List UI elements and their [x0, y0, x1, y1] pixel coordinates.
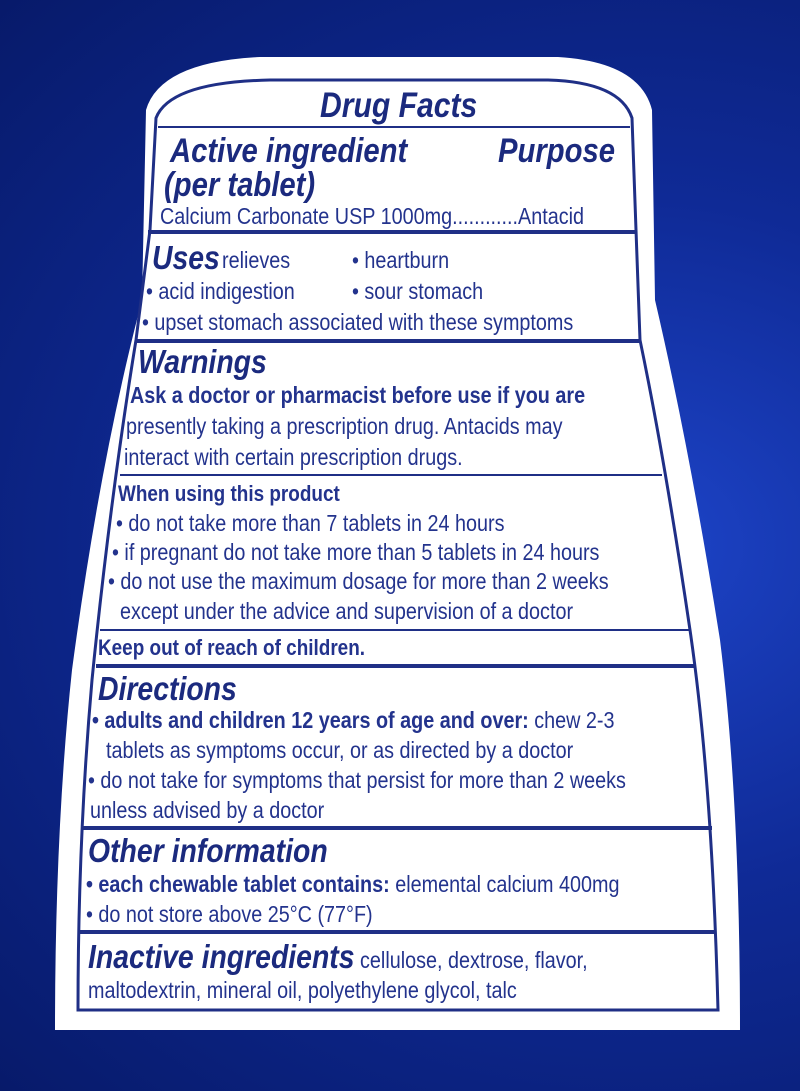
- drug-facts-title: Drug Facts: [320, 86, 478, 125]
- directions-heading: Directions: [98, 670, 237, 707]
- when-using-item-3-cont: except under the advice and supervision of a doctor: [120, 598, 574, 624]
- inactive-ingredients-text-2: maltodextrin, mineral oil, polyethylene glycol, talc: [88, 977, 517, 1003]
- uses-item-heartburn: • heartburn: [352, 247, 450, 273]
- inactive-ingredients-heading: Inactive ingredients: [88, 938, 355, 975]
- directions-item-1: [92, 707, 614, 734]
- warnings-ask-text-2: interact with certain prescription drugs.: [124, 444, 463, 470]
- other-item-1-bold: • each chewable tablet contains:: [86, 871, 390, 897]
- other-item-1-rest: elemental calcium 400mg: [395, 871, 620, 897]
- other-item-1: [86, 871, 619, 898]
- inactive-ingredients-text-1: cellulose, dextrose, flavor,: [360, 947, 588, 973]
- purpose-heading: Purpose: [498, 132, 616, 170]
- uses-heading: Uses: [152, 239, 220, 276]
- directions-item-1-rest: chew 2-3: [534, 707, 615, 733]
- when-using-item-2: • if pregnant do not take more than 5 tablets in 24 hours: [112, 539, 600, 565]
- active-ingredient-heading: Active ingredient: [170, 132, 408, 170]
- uses-item-sour-stomach: • sour stomach: [352, 278, 484, 304]
- when-using-item-3: • do not use the maximum dosage for more than 2 weeks: [108, 568, 609, 594]
- when-using-heading: When using this product: [118, 481, 340, 506]
- directions-item-2-cont: unless advised by a doctor: [90, 797, 325, 823]
- directions-item-1-bold: • adults and children 12 years of age and over:: [92, 707, 529, 733]
- keep-out-of-reach: Keep out of reach of children.: [98, 635, 366, 660]
- inactive-ingredients-line-1: [88, 938, 588, 976]
- active-ingredient-line: Calcium Carbonate USP 1000mg............Antacid: [160, 203, 585, 229]
- warnings-ask-doctor-line: Ask a doctor or pharmacist before use if you are: [130, 382, 586, 408]
- when-using-item-1: • do not take more than 7 tablets in 24 hours: [116, 510, 505, 536]
- directions-item-1-cont: tablets as symptoms occur, or as directed by a doctor: [106, 737, 574, 763]
- uses-intro: relieves: [222, 247, 291, 273]
- warnings-ask-text-1: presently taking a prescription drug. Antacids may: [126, 413, 563, 439]
- uses-item-acid-indigestion: • acid indigestion: [146, 278, 295, 304]
- warnings-heading: Warnings: [138, 343, 267, 380]
- uses-item-upset-stomach: • upset stomach associated with these symptoms: [142, 309, 574, 335]
- other-item-2: • do not store above 25°C (77°F): [86, 901, 373, 927]
- directions-item-2: • do not take for symptoms that persist for more than 2 weeks: [88, 767, 626, 793]
- per-tablet-heading: (per tablet): [164, 166, 316, 204]
- other-information-heading: Other information: [88, 832, 328, 869]
